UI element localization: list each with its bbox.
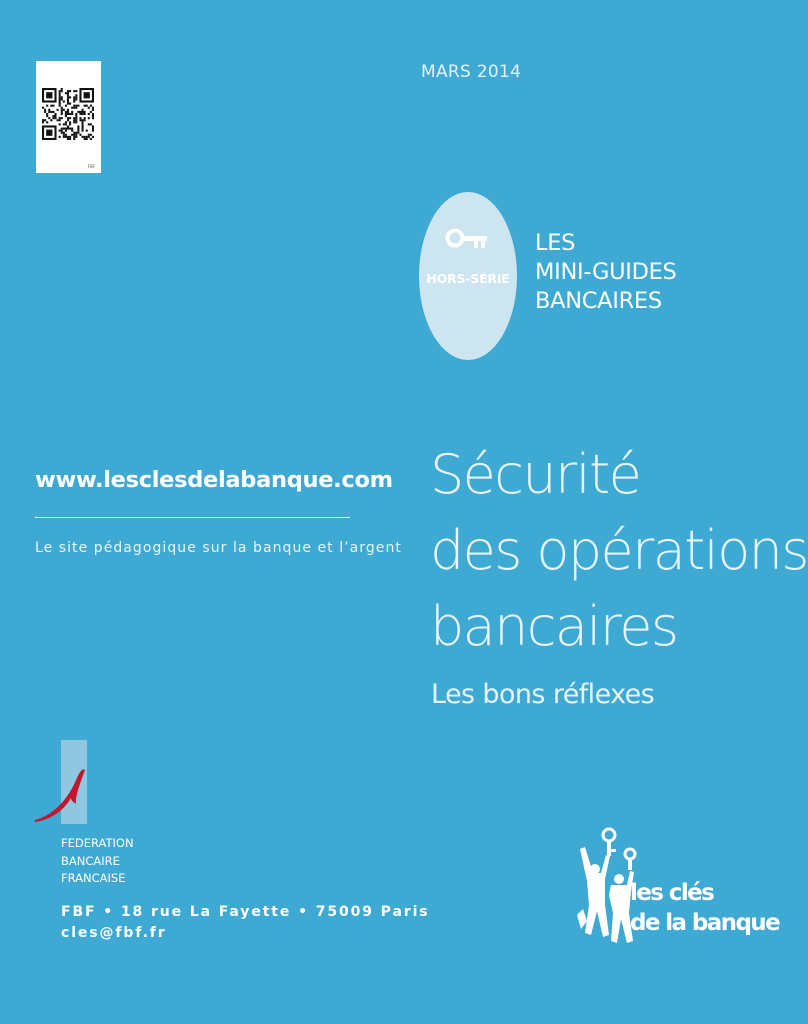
fbf-name-line: FRANCAISE <box>61 871 126 885</box>
title-line: des opérations <box>430 519 808 582</box>
series-title-line: LES <box>535 230 576 256</box>
cles-de-la-banque-logo <box>630 878 779 938</box>
series-title-line: MINI-GUIDES <box>535 259 677 285</box>
document-title <box>430 437 808 665</box>
publication-date: MARS 2014 <box>421 62 522 82</box>
qr-code <box>36 61 101 173</box>
fbf-name-line: FEDERATION <box>61 836 134 850</box>
fbf-name-line: BANCAIRE <box>61 853 120 868</box>
hors-serie-label: HORS-SÉRIE <box>426 271 510 286</box>
website-link[interactable]: www.lesclesdelabanque.com <box>35 467 393 493</box>
qr-caption: FBF <box>87 164 95 169</box>
address-line: FBF • 18 rue La Fayette • 75009 Paris <box>61 904 430 920</box>
series-title-line: BANCAIRES <box>535 288 662 314</box>
publisher-address <box>61 902 430 944</box>
title-line: Sécurité <box>430 443 641 506</box>
qr-code-pattern <box>42 75 94 153</box>
fbf-name <box>61 835 134 888</box>
key-icon <box>445 226 489 252</box>
email-link[interactable]: cles@fbf.fr <box>61 925 167 941</box>
series-title <box>535 229 677 316</box>
fbf-logo-icon <box>33 740 93 830</box>
document-subtitle: Les bons réflexes <box>431 679 655 710</box>
brand-line: de la banque <box>630 910 780 936</box>
brand-line: les clés <box>630 880 714 906</box>
title-line: bancaires <box>430 595 678 658</box>
divider <box>35 517 350 518</box>
website-tagline: Le site pédagogique sur la banque et l’argent <box>35 540 402 556</box>
